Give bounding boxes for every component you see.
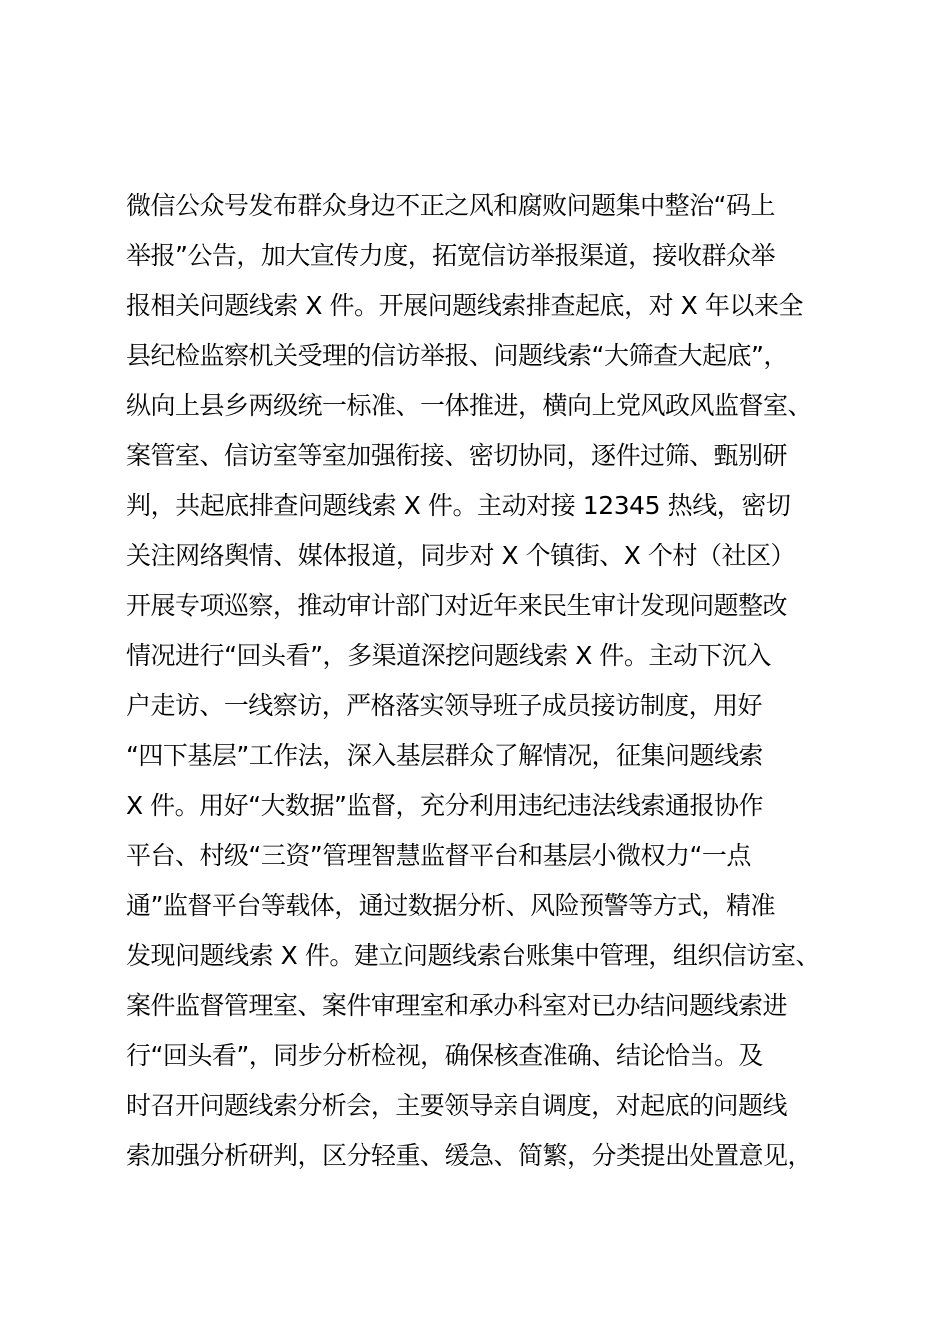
text-line: 报相关问题线索 X 件。开展问题线索排查起底，对 X 年以来全 [126,291,804,320]
text-line: 通”监督平台等载体，通过数据分析、风险预警等方式，精准 [126,891,775,920]
text-line: 纵向上县乡两级统一标准、一体推进，横向上党风政风监督室、 [126,391,813,420]
body-paragraph [126,181,866,1181]
text-line: 县纪检监察机关受理的信访举报、问题线索“大筛查大起底”， [126,341,788,370]
text-line: 微信公众号发布群众身边不正之风和腐败问题集中整治“码上 [126,191,775,220]
text-line: 户走访、一线察访，严格落实领导班子成员接访制度，用好 [126,691,763,720]
text-line: 索加强分析研判，区分轻重、缓急、简繁，分类提出处置意见， [126,1141,813,1170]
text-line: 时召开问题线索分析会，主要领导亲自调度，对起底的问题线 [126,1091,788,1120]
text-line: 发现问题线索 X 件。建立问题线索台账集中管理，组织信访室、 [126,941,821,970]
text-line: “四下基层”工作法，深入基层群众了解情况，征集问题线索 [126,741,763,770]
text-line: X 件。用好“大数据”监督，充分利用违纪违法线索通报协作 [126,791,763,820]
text-line: 判，共起底排查问题线索 X 件。主动对接 12345 热线，密切 [126,491,791,520]
text-line: 案件监督管理室、案件审理室和承办科室对已办结问题线索进 [126,991,788,1020]
text-line: 案管室、信访室等室加强衔接、密切协同，逐件过筛、甄别研 [126,441,788,470]
text-line: 行“回头看”，同步分析检视，确保核查准确、结论恰当。及 [126,1041,763,1070]
text-line: 举报”公告，加大宣传力度，拓宽信访举报渠道，接收群众举 [126,241,775,270]
text-line: 平台、村级“三资”管理智慧监督平台和基层小微权力“一点 [126,841,751,870]
text-line: 关注网络舆情、媒体报道，同步对 X 个镇街、X 个村（社区） [126,541,796,570]
text-line: 开展专项巡察，推动审计部门对近年来民生审计发现问题整改 [126,591,788,620]
text-line: 情况进行“回头看”，多渠道深挖问题线索 X 件。主动下沉入 [126,641,771,670]
